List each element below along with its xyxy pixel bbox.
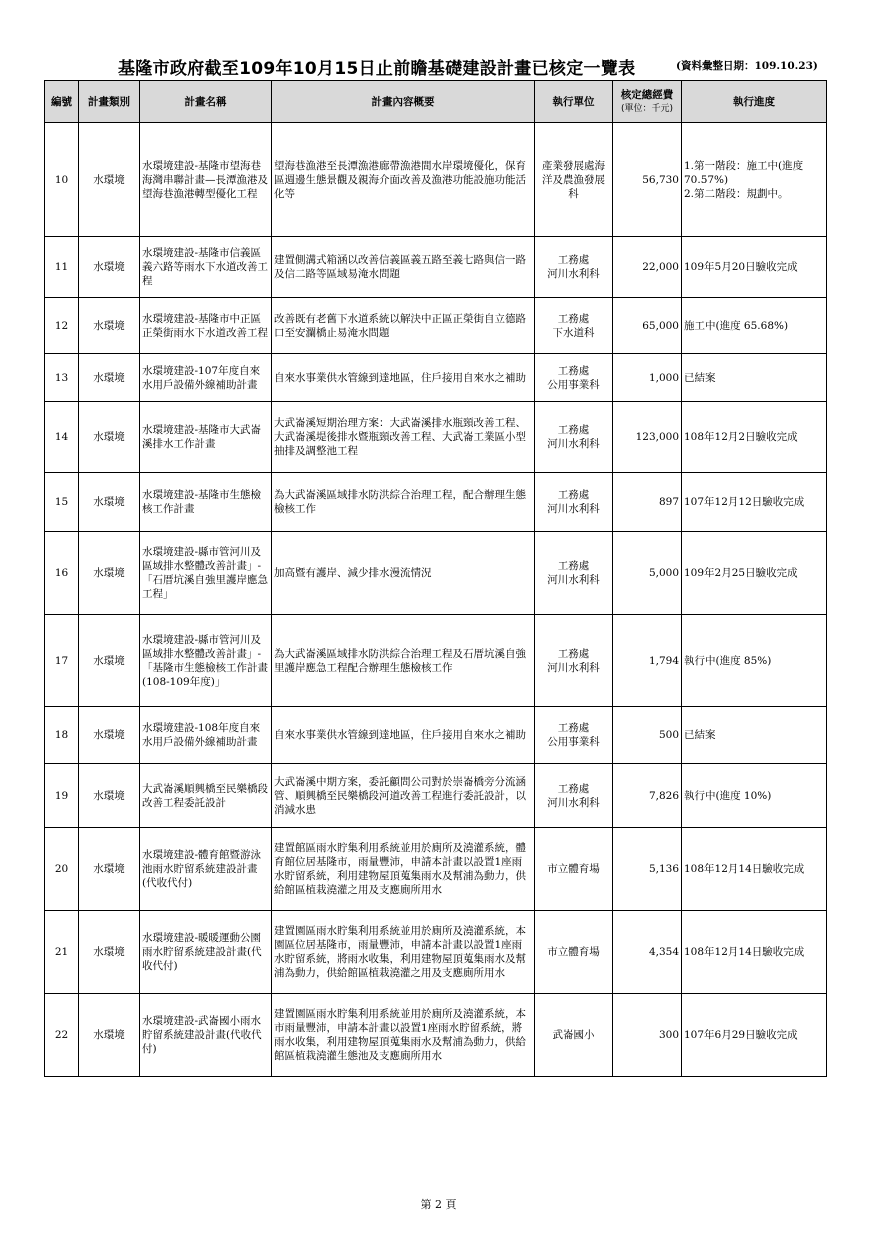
cell-name: 水環境建設-武崙國小雨水貯留系統建設計畫(代收代付)	[140, 994, 272, 1077]
cell-no: 20	[45, 828, 79, 911]
cell-progress: 109年5月20日驗收完成	[682, 237, 827, 298]
cell-content: 自來水事業供水管線到達地區，住戶接用自來水之補助	[272, 354, 535, 402]
cell-category: 水環境	[79, 532, 140, 615]
cell-unit: 市立體育場	[535, 911, 613, 994]
cell-category: 水環境	[79, 402, 140, 473]
header-unit: 執行單位	[535, 81, 613, 123]
cell-budget: 1,794	[613, 615, 682, 707]
cell-category: 水環境	[79, 911, 140, 994]
cell-unit: 工務處 河川水利科	[535, 237, 613, 298]
cell-no: 19	[45, 764, 79, 828]
cell-progress: 施工中(進度 65.68%)	[682, 298, 827, 354]
table-row	[45, 354, 827, 402]
header-content: 計畫內容概要	[272, 81, 535, 123]
cell-budget: 22,000	[613, 237, 682, 298]
cell-name: 水環境建設-108年度自來水用戶設備外線補助計畫	[140, 707, 272, 764]
cell-category: 水環境	[79, 615, 140, 707]
cell-content: 為大武崙溪區域排水防洪綜合治理工程及石厝坑溪自強里護岸應急工程配合辦理生態檢核工作	[272, 615, 535, 707]
cell-budget: 56,730	[613, 123, 682, 237]
page-title: 基隆市政府截至109年10月15日止前瞻基礎建設計畫已核定一覽表	[118, 59, 636, 79]
cell-unit: 工務處 下水道科	[535, 298, 613, 354]
cell-name: 水環境建設-暖暖運動公園雨水貯留系統建設計畫(代收代付)	[140, 911, 272, 994]
cell-name: 水環境建設-體育館暨游泳池雨水貯留系統建設計畫(代收代付)	[140, 828, 272, 911]
cell-category: 水環境	[79, 473, 140, 532]
cell-budget: 5,136	[613, 828, 682, 911]
cell-category: 水環境	[79, 994, 140, 1077]
cell-no: 14	[45, 402, 79, 473]
cell-unit: 產業發展處海洋及農漁發展科	[535, 123, 613, 237]
cell-name: 水環境建設-基隆市大武崙溪排水工作計畫	[140, 402, 272, 473]
cell-budget: 500	[613, 707, 682, 764]
cell-content: 建置側溝式箱涵以改善信義區義五路至義七路與信一路及信二路等區域易淹水問題	[272, 237, 535, 298]
cell-name: 水環境建設-基隆市望海巷海灣串聯計畫—長潭漁港及望海巷漁港轉型優化工程	[140, 123, 272, 237]
cell-progress: 107年6月29日驗收完成	[682, 994, 827, 1077]
cell-no: 12	[45, 298, 79, 354]
header-name: 計畫名稱	[140, 81, 272, 123]
cell-name: 水環境建設-縣市管河川及區域排水整體改善計畫」-「基隆市生態檢核工作計畫(108-109年度)」	[140, 615, 272, 707]
cell-progress: 執行中(進度 85%)	[682, 615, 827, 707]
cell-progress: 108年12月14日驗收完成	[682, 911, 827, 994]
cell-content: 自來水事業供水管線到達地區，住戶接用自來水之補助	[272, 707, 535, 764]
table-row	[45, 532, 827, 615]
cell-content: 大武崙溪短期治理方案：大武崙溪排水瓶頸改善工程、 大武崙溪堤後排水暨瓶頸改善工程、大武崙工業區小型抽排及調整池工程	[272, 402, 535, 473]
cell-category: 水環境	[79, 828, 140, 911]
cell-unit: 工務處 河川水利科	[535, 764, 613, 828]
cell-progress: 108年12月2日驗收完成	[682, 402, 827, 473]
cell-budget: 7,826	[613, 764, 682, 828]
table-row	[45, 911, 827, 994]
cell-name: 水環境建設-基隆市中正區正榮街雨水下水道改善工程	[140, 298, 272, 354]
cell-progress: 已結案	[682, 354, 827, 402]
cell-name: 水環境建設-縣市管河川及區域排水整體改善計畫」-「石厝坑溪自強里護岸應急工程」	[140, 532, 272, 615]
table-row	[45, 828, 827, 911]
cell-unit: 工務處 河川水利科	[535, 402, 613, 473]
cell-progress: 107年12月12日驗收完成	[682, 473, 827, 532]
cell-category: 水環境	[79, 707, 140, 764]
cell-unit: 工務處 河川水利科	[535, 615, 613, 707]
cell-content: 大武崙溪中期方案，委託顧問公司對於崇崙橋旁分流涵管、順興橋至民樂橋段河道改善工程進行委託設計，以消減水患	[272, 764, 535, 828]
cell-category: 水環境	[79, 764, 140, 828]
table-row	[45, 994, 827, 1077]
project-table	[44, 80, 827, 1077]
cell-content: 加高暨有護岸、減少排水漫流情況	[272, 532, 535, 615]
header-progress: 執行進度	[682, 81, 827, 123]
table-row	[45, 402, 827, 473]
header-category: 計畫類別	[79, 81, 140, 123]
cell-category: 水環境	[79, 298, 140, 354]
cell-category: 水環境	[79, 237, 140, 298]
cell-unit: 工務處 公用事業科	[535, 354, 613, 402]
cell-content: 改善既有老舊下水道系統以解決中正區正榮街自立德路口至安瀾橋止易淹水問題	[272, 298, 535, 354]
cell-budget: 1,000	[613, 354, 682, 402]
cell-progress: 1.第一階段：施工中(進度70.57%) 2.第二階段：規劃中。	[682, 123, 827, 237]
cell-name: 水環境建設-基隆市信義區義六路等雨水下水道改善工程	[140, 237, 272, 298]
cell-budget: 897	[613, 473, 682, 532]
header-no: 編號	[45, 81, 79, 123]
cell-content: 望海巷漁港至長潭漁港廊帶漁港間水岸環境優化，保育區週邊生態景觀及親海介面改善及漁港功能設施功能活化等	[272, 123, 535, 237]
cell-name: 大武崙溪順興橋至民樂橋段改善工程委託設計	[140, 764, 272, 828]
cell-progress: 109年2月25日驗收完成	[682, 532, 827, 615]
table-header-row	[45, 81, 827, 123]
cell-unit: 工務處 河川水利科	[535, 532, 613, 615]
table-row	[45, 298, 827, 354]
header-budget-unit: (單位：千元)	[620, 103, 674, 114]
cell-no: 21	[45, 911, 79, 994]
table-row	[45, 123, 827, 237]
cell-no: 17	[45, 615, 79, 707]
cell-no: 15	[45, 473, 79, 532]
cell-progress: 執行中(進度 10%)	[682, 764, 827, 828]
cell-unit: 市立體育場	[535, 828, 613, 911]
cell-content: 為大武崙溪區域排水防洪綜合治理工程，配合辦理生態檢核工作	[272, 473, 535, 532]
cell-no: 13	[45, 354, 79, 402]
header-budget	[613, 81, 682, 123]
cell-budget: 4,354	[613, 911, 682, 994]
cell-content: 建置園區雨水貯集利用系統並用於廁所及澆灌系統，本園區位居基隆市，雨量豐沛，申請本計畫以設置1座雨水貯留系統，將雨水收集，利用建物屋頂蒐集雨水及幫浦為動力，供給館區植栽澆灌之用及支應廁所用水	[272, 911, 535, 994]
cell-no: 16	[45, 532, 79, 615]
cell-content: 建置園區雨水貯集利用系統並用於廁所及澆灌系統，本市雨量豐沛，申請本計畫以設置1座雨水貯留系統，將雨水收集，利用建物屋頂蒐集雨水及幫浦為動力，供給館區植栽澆灌生態池及支應廁所用水	[272, 994, 535, 1077]
cell-unit: 武崙國小	[535, 994, 613, 1077]
table-row	[45, 473, 827, 532]
cell-unit: 工務處 河川水利科	[535, 473, 613, 532]
cell-no: 10	[45, 123, 79, 237]
cell-unit: 工務處 公用事業科	[535, 707, 613, 764]
header-budget-label: 核定總經費	[620, 88, 674, 101]
cell-no: 18	[45, 707, 79, 764]
cell-category: 水環境	[79, 123, 140, 237]
cell-no: 22	[45, 994, 79, 1077]
table-body	[45, 123, 827, 1077]
cell-budget: 5,000	[613, 532, 682, 615]
table-row	[45, 237, 827, 298]
cell-budget: 123,000	[613, 402, 682, 473]
page-number: 第 2 頁	[420, 1198, 457, 1211]
date-note: (資料彙整日期：109.10.23)	[676, 60, 818, 72]
cell-progress: 已結案	[682, 707, 827, 764]
cell-no: 11	[45, 237, 79, 298]
cell-budget: 65,000	[613, 298, 682, 354]
table-row	[45, 615, 827, 707]
cell-progress: 108年12月14日驗收完成	[682, 828, 827, 911]
table-row	[45, 707, 827, 764]
cell-name: 水環境建設-107年度自來水用戶設備外線補助計畫	[140, 354, 272, 402]
cell-name: 水環境建設-基隆市生態檢核工作計畫	[140, 473, 272, 532]
cell-category: 水環境	[79, 354, 140, 402]
table-row	[45, 764, 827, 828]
cell-content: 建置館區雨水貯集利用系統並用於廁所及澆灌系統，體育館位居基隆市，雨量豐沛，申請本計畫以設置1座雨水貯留系統，利用建物屋頂蒐集雨水及幫浦為動力，供給館區植栽澆灌之用及支應廁所用水	[272, 828, 535, 911]
cell-budget: 300	[613, 994, 682, 1077]
